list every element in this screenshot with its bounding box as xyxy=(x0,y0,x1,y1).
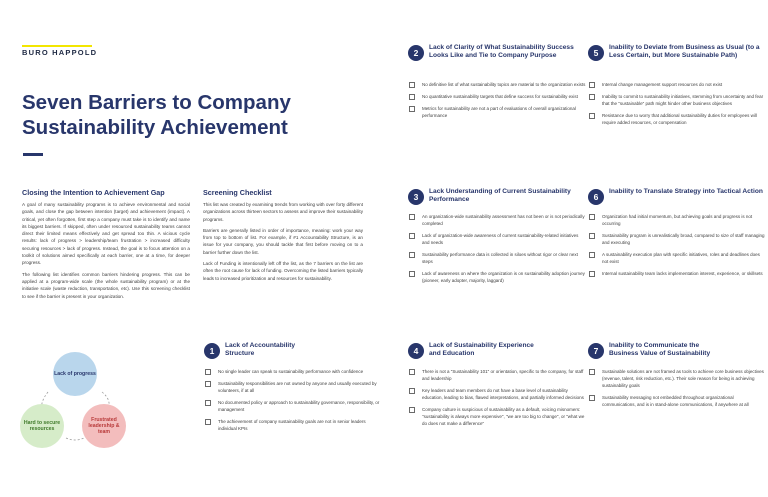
checklist-item: Sustainability program is unrealistically broad, compared to size of staff managing and executing xyxy=(588,232,766,246)
barrier-title: Lack of Accountability Structure xyxy=(225,342,296,357)
barrier-number-badge: 7 xyxy=(588,343,604,359)
barrier-number-badge: 4 xyxy=(408,343,424,359)
checklist-item: Inability to commit to sustainability initiatives, stemming from uncertainty and fear that the "sustainable" path might hinder other business objectives xyxy=(588,93,766,107)
checklist-item: No definitive list of what sustainability topics are material to the organization exists xyxy=(408,81,586,88)
barrier-5 xyxy=(588,44,766,131)
checklist-item: No documented policy or approach to sustainability governance, responsibility, or management xyxy=(204,399,382,413)
checklist-item: Metrics for sustainability are not a part of evaluations of overall organizational performance xyxy=(408,105,586,119)
checklist-item: Company culture is suspicious of sustainability as a default, voicing misnomers: "sustainability is always more expensive", "we are too big to change", or "what we do does not make a difference" xyxy=(408,406,586,427)
checklist-item: No quantitative sustainability targets that define success for sustainability exist xyxy=(408,93,586,100)
barrier-title: Inability to Deviate from Business as Usual (to a Less Certain, but More Sustainable Path) xyxy=(609,44,760,59)
checklist-item: Sustainability performance data is collected in siloes without rigor or clear next steps xyxy=(408,251,586,265)
company-logo xyxy=(22,48,97,62)
checklist-item: Sustainability responsibilities are not owned by anyone and usually executed by volunteers, if at all xyxy=(204,380,382,394)
checklist-item: Lack of awareness on where the organization is on sustainability adoption journey (pioneer, early adopter, majority, laggard) xyxy=(408,270,586,284)
page-title: Seven Barriers to Company Sustainability Achievement xyxy=(22,91,291,139)
checklist-text xyxy=(203,201,363,286)
checkbox[interactable] xyxy=(589,82,595,88)
checkbox[interactable] xyxy=(409,369,415,375)
checkbox[interactable] xyxy=(409,407,415,413)
checklist-heading: Screening Checklist xyxy=(203,188,272,197)
checkbox[interactable] xyxy=(409,271,415,277)
barrier-6 xyxy=(588,188,766,282)
checkbox[interactable] xyxy=(205,400,211,406)
checkbox[interactable] xyxy=(589,271,595,277)
barrier-number-badge: 3 xyxy=(408,189,424,205)
vicious-cycle-diagram xyxy=(20,352,130,452)
checkbox[interactable] xyxy=(589,395,595,401)
checkbox[interactable] xyxy=(589,233,595,239)
checklist-item: Internal change management support resources do not exist xyxy=(588,81,766,88)
barrier-title: Inability to Communicate the Business Value of Sustainability xyxy=(609,342,711,357)
barrier-4 xyxy=(408,342,586,432)
checkbox[interactable] xyxy=(589,369,595,375)
cycle-lack-of-progress: Lack of progress xyxy=(53,352,97,396)
checkbox[interactable] xyxy=(589,252,595,258)
intro-heading: Closing the Intention to Achievement Gap xyxy=(22,188,165,197)
logo-text: BURO HAPPOLD xyxy=(22,48,98,57)
barrier-title: Lack of Sustainability Experience and Education xyxy=(429,342,534,357)
checkbox[interactable] xyxy=(205,369,211,375)
title-underline xyxy=(23,153,43,156)
checkbox[interactable] xyxy=(589,214,595,220)
barrier-title: Lack Understanding of Current Sustainability Performance xyxy=(429,188,571,203)
checklist-item: Lack of organization-wide awareness of current sustainability-related initiatives and needs xyxy=(408,232,586,246)
barrier-title: Lack of Clarity of What Sustainability Success Looks Like and Tie to Company Purpose xyxy=(429,44,574,59)
intro-paragraph: A goal of many sustainability programs is to achieve environmental and social goals, and close the gap between intention (target) and achievement (impact). A critical, yet often forgotten, first step a company must take is to identify and name its biggest barriers. If skipped, often under resourced sustainability teams cannot direct their limited means effectively and get spread too thin. A vicious cycle results: lack of progress > leadership/team frustration > increased difficulty securing resources > lack of progress. Instead, the goal is to focus attention on a toolkit of solutions aimed specifically at each barrier, one at a time, for deeper progress. xyxy=(22,202,190,266)
barrier-number-badge: 2 xyxy=(408,45,424,61)
checklist-item: Key leaders and team members do not have a base level of sustainability education, leading to bias, flawed interpretations, and partially informed decisions xyxy=(408,387,586,401)
checkbox[interactable] xyxy=(409,82,415,88)
checklist-item: Internal sustainability team lacks implementation interest, experience, or skillsets xyxy=(588,270,766,277)
checklist-item: A sustainability execution plan with specific initiatives, roles and deadlines does not exist xyxy=(588,251,766,265)
checklist-item: No single leader can speak to sustainability performance with confidence xyxy=(204,368,382,375)
checklist-item: The achievement of company sustainability goals are not in senior leaders individual KPIs xyxy=(204,418,382,432)
checkbox[interactable] xyxy=(589,113,595,119)
checkbox[interactable] xyxy=(205,381,211,387)
checklist-paragraph: Barriers are generally listed in order of importance, meaning: work your way from top to bottom of list. For example, if #1 Accountability Structure, is an issue for your company, you should tackle that first before moving on to a barrier further down the list. xyxy=(203,227,363,255)
checkbox[interactable] xyxy=(589,94,595,100)
barrier-number-badge: 6 xyxy=(588,189,604,205)
logo-accent-bar xyxy=(22,45,92,47)
checkbox[interactable] xyxy=(205,419,211,425)
checkbox[interactable] xyxy=(409,94,415,100)
checkbox[interactable] xyxy=(409,214,415,220)
checkbox[interactable] xyxy=(409,388,415,394)
checklist-item: An organization-wide sustainability assessment has not been or is not periodically completed xyxy=(408,213,586,227)
checklist-item: Sustainability messaging not embedded throughout organizational communications, and is in stand-alone communications, if anywhere at all xyxy=(588,394,766,408)
barrier-number-badge: 1 xyxy=(204,343,220,359)
barrier-1 xyxy=(204,342,382,437)
checklist-paragraph: This list was created by examining trends from working with over forty different organizations across thirteen sectors to assess and improve their sustainability programs. xyxy=(203,202,363,222)
checkbox[interactable] xyxy=(409,106,415,112)
barrier-3 xyxy=(408,188,586,289)
barrier-7 xyxy=(588,342,766,413)
intro-paragraph: The following list identifies common barriers hindering progress. This can be applied at a program-wide scale (the whole sustainability program) or at the initiative scale (waste reduction, transportation, etc). Use this screening checklist to see if the barrier is present in your organization. xyxy=(22,271,190,299)
checkbox[interactable] xyxy=(409,233,415,239)
barrier-number-badge: 5 xyxy=(588,45,604,61)
barrier-title: Inability to Translate Strategy into Tactical Action xyxy=(609,188,763,195)
checklist-item: Resistance due to worry that additional sustainability duties for employees will require added resources, or compensation xyxy=(588,112,766,126)
checkbox[interactable] xyxy=(409,252,415,258)
intro-text xyxy=(22,201,190,304)
checklist-item: Sustainable solutions are not framed as tools to achieve core business objectives (revenue, talent, risk reduction, etc.). Their sole reason for being is achieving sustainability goals xyxy=(588,368,766,389)
checklist-item: Organization had initial momentum, but achieving goals and progress is not occurring xyxy=(588,213,766,227)
cycle-frustrated-leadership: Frustrated leadership & team xyxy=(82,404,126,448)
checklist-paragraph: Lack of Funding is intentionally left off the list, as the 7 barriers on the list are often the root cause for lack of funding. Overcoming the listed barriers typically leads to increased prioritization and resources for sustainability. xyxy=(203,261,363,281)
barrier-2 xyxy=(408,44,586,124)
checklist-item: There is not a "Sustainability 101" or orientation, specific to the company, for staff and leadership xyxy=(408,368,586,382)
cycle-hard-to-secure-resources: Hard to secure resources xyxy=(20,404,64,448)
